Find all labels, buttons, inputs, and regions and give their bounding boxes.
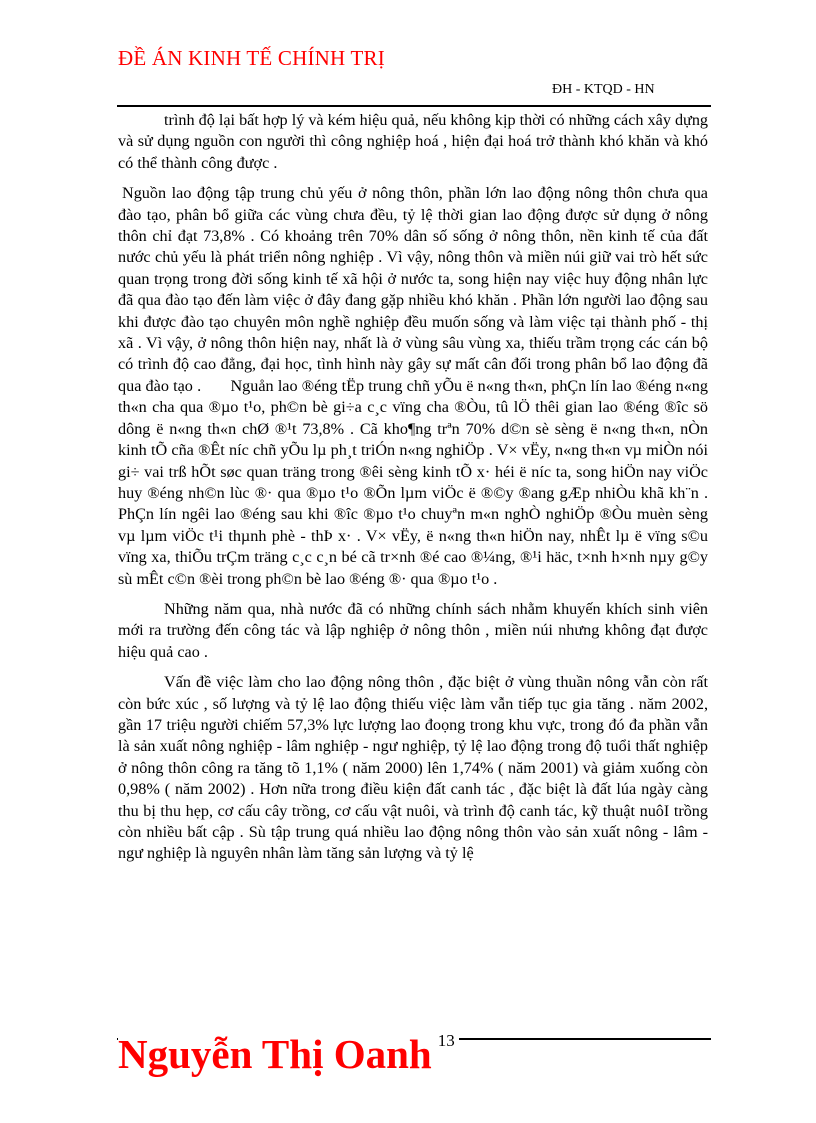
footer-author bbox=[118, 1030, 459, 1078]
page-number: 13 bbox=[437, 1031, 455, 1050]
header-divider bbox=[117, 105, 711, 107]
paragraph-legacy-encoded-text: Nguån lao ®éng tËp trung chñ yÕu ë n«ng th«n, phÇn lín lao ®éng n«ng th«n cha qua ®µo t¹o, ph©n bè gi÷a c¸c vïng cha ®Òu, tû lÖ thêi gian lao ®éng ®îc sö dông ë n«ng th«n chØ ®¹t 73,8% . Cã kho¶ng trªn 70% d©n sè sèng ë n«ng th«n, nÒn kinh tÕ cña ®Êt níc chñ yÕu lµ ph¸t triÓn n«ng nghiÖp . V× vËy, n«ng th«n vµ miÒn nói gi÷ vai trß hÕt søc quan träng trong ®êi sèng kinh tÕ x· héi ë níc ta, song hiÖn nay viÖc huy ®éng nh©n lùc ®· qua ®µo t¹o ®Õn lµm viÖc ë ®©y ®ang gÆp nhiÒu khã kh¨n . PhÇn lín ngêi lao ®éng sau khi ®îc ®µo t¹o chuyªn m«n nghÒ nghiÖp ®Òu muèn sèng vµ lµm viÖc t¹i thµnh phè - thÞ x· . V× vËy, ë n«ng th«n hiÖn nay, nhÊt lµ ë vïng s©u vïng xa, thiÕu trÇm träng c¸c c¸n bé cã tr×nh ®é cao ®¼ng, ®¹i häc, t×nh h×nh nµy g©y sù mÊt c©n ®èi trong ph©n bè lao ®éng ®· qua ®µo t¹o . bbox=[118, 376, 708, 588]
paragraph-labor-rural bbox=[118, 183, 708, 590]
paragraph-policy: Những năm qua, nhà nước đã có những chính sách nhằm khuyến khích sinh viên mới ra trường đến công tác và lập nghiệp ở nông thôn , miền núi nhưng không đạt được hiệu quả cao . bbox=[118, 599, 708, 661]
author-name: Nguyễn Thị Oanh bbox=[118, 1031, 432, 1077]
document-body bbox=[118, 110, 708, 874]
paragraph-employment: Vấn đề việc làm cho lao động nông thôn , đặc biệt ở vùng thuần nông vẫn còn rất còn bức xúc , số lượng và tỷ lệ lao động thiếu việc làm vẫn tiếp tục gia tăng . năm 2002, gần 17 triệu người chiếm 57,3% lực lượng lao đoọng trong khu vực, trong đó đa phần vẫn là sản xuất nông nghiệp - lâm nghiệp - ngư nghiệp, tỷ lệ lao động trong độ tuổi thất nghiệp ở nông thôn công ra tăng tõ 1,1% ( năm 2000) lên 1,74% ( năm 2001) và giảm xuống còn 0,98% ( năm 2002) . Hơn nữa trong điều kiện đất canh tác , đặc biệt là đất lúa ngày càng thu bị thu hẹp, cơ cấu cây trồng, cơ cấu vật nuôi, và trình độ canh tác, kỹ thuật nuôI trồng còn nhiều bất cập . Sù tập trung quá nhiều lao động nông thôn vào sản xuất nông - lâm - ngư nghiệp là nguyên nhân làm tăng sản lượng và tỷ lệ bbox=[118, 673, 708, 863]
document-title: ĐỀ ÁN KINH TẾ CHÍNH TRỊ bbox=[118, 46, 385, 70]
paragraph-labor-rural-text: Nguồn lao động tập trung chủ yếu ở nông thôn, phần lớn lao động nông thôn chưa qua đào tạo, phân bổ giữa các vùng chưa đều, tỷ lệ thời gian lao động được sử dụng ở nông thôn chỉ đạt 73,8% . Có khoảng trên 70% dân số sống ở nông thôn, nền kinh tế của đất nước chủ yếu là phát triển nông nghiệp . Vì vậy, nông thôn và miền núi giữ vai trò hết sức quan trọng trong đời sống kinh tế xã hội ở nước ta, song hiện nay việc huy động nhân lực đã qua đào tạo đến làm việc ở đây đang gặp nhiều khó khăn . Phần lớn người lao động sau khi được đào tạo chuyên môn nghề nghiệp đều muốn sống và làm việc tại thành phố - thị xã . Vì vậy, ở nông thôn hiện nay, nhất là ở vùng sâu vùng xa, thiếu trầm trọng các cán bộ có trình độ cao đẳng, đại học, tình hình này gây sự mất cân đối trong phân bổ lao động đã qua đào tạo . bbox=[118, 184, 708, 395]
paragraph-continuation: trình độ lại bất hợp lý và kém hiệu quả, nếu không kịp thời có những cách xây dựng và sử dụng nguồn con người thì công nghiệp hoá , hiện đại hoá trở thành khó khăn và khó có thể thành công được . bbox=[118, 111, 709, 172]
institution-label: ĐH - KTQD - HN bbox=[552, 82, 655, 97]
